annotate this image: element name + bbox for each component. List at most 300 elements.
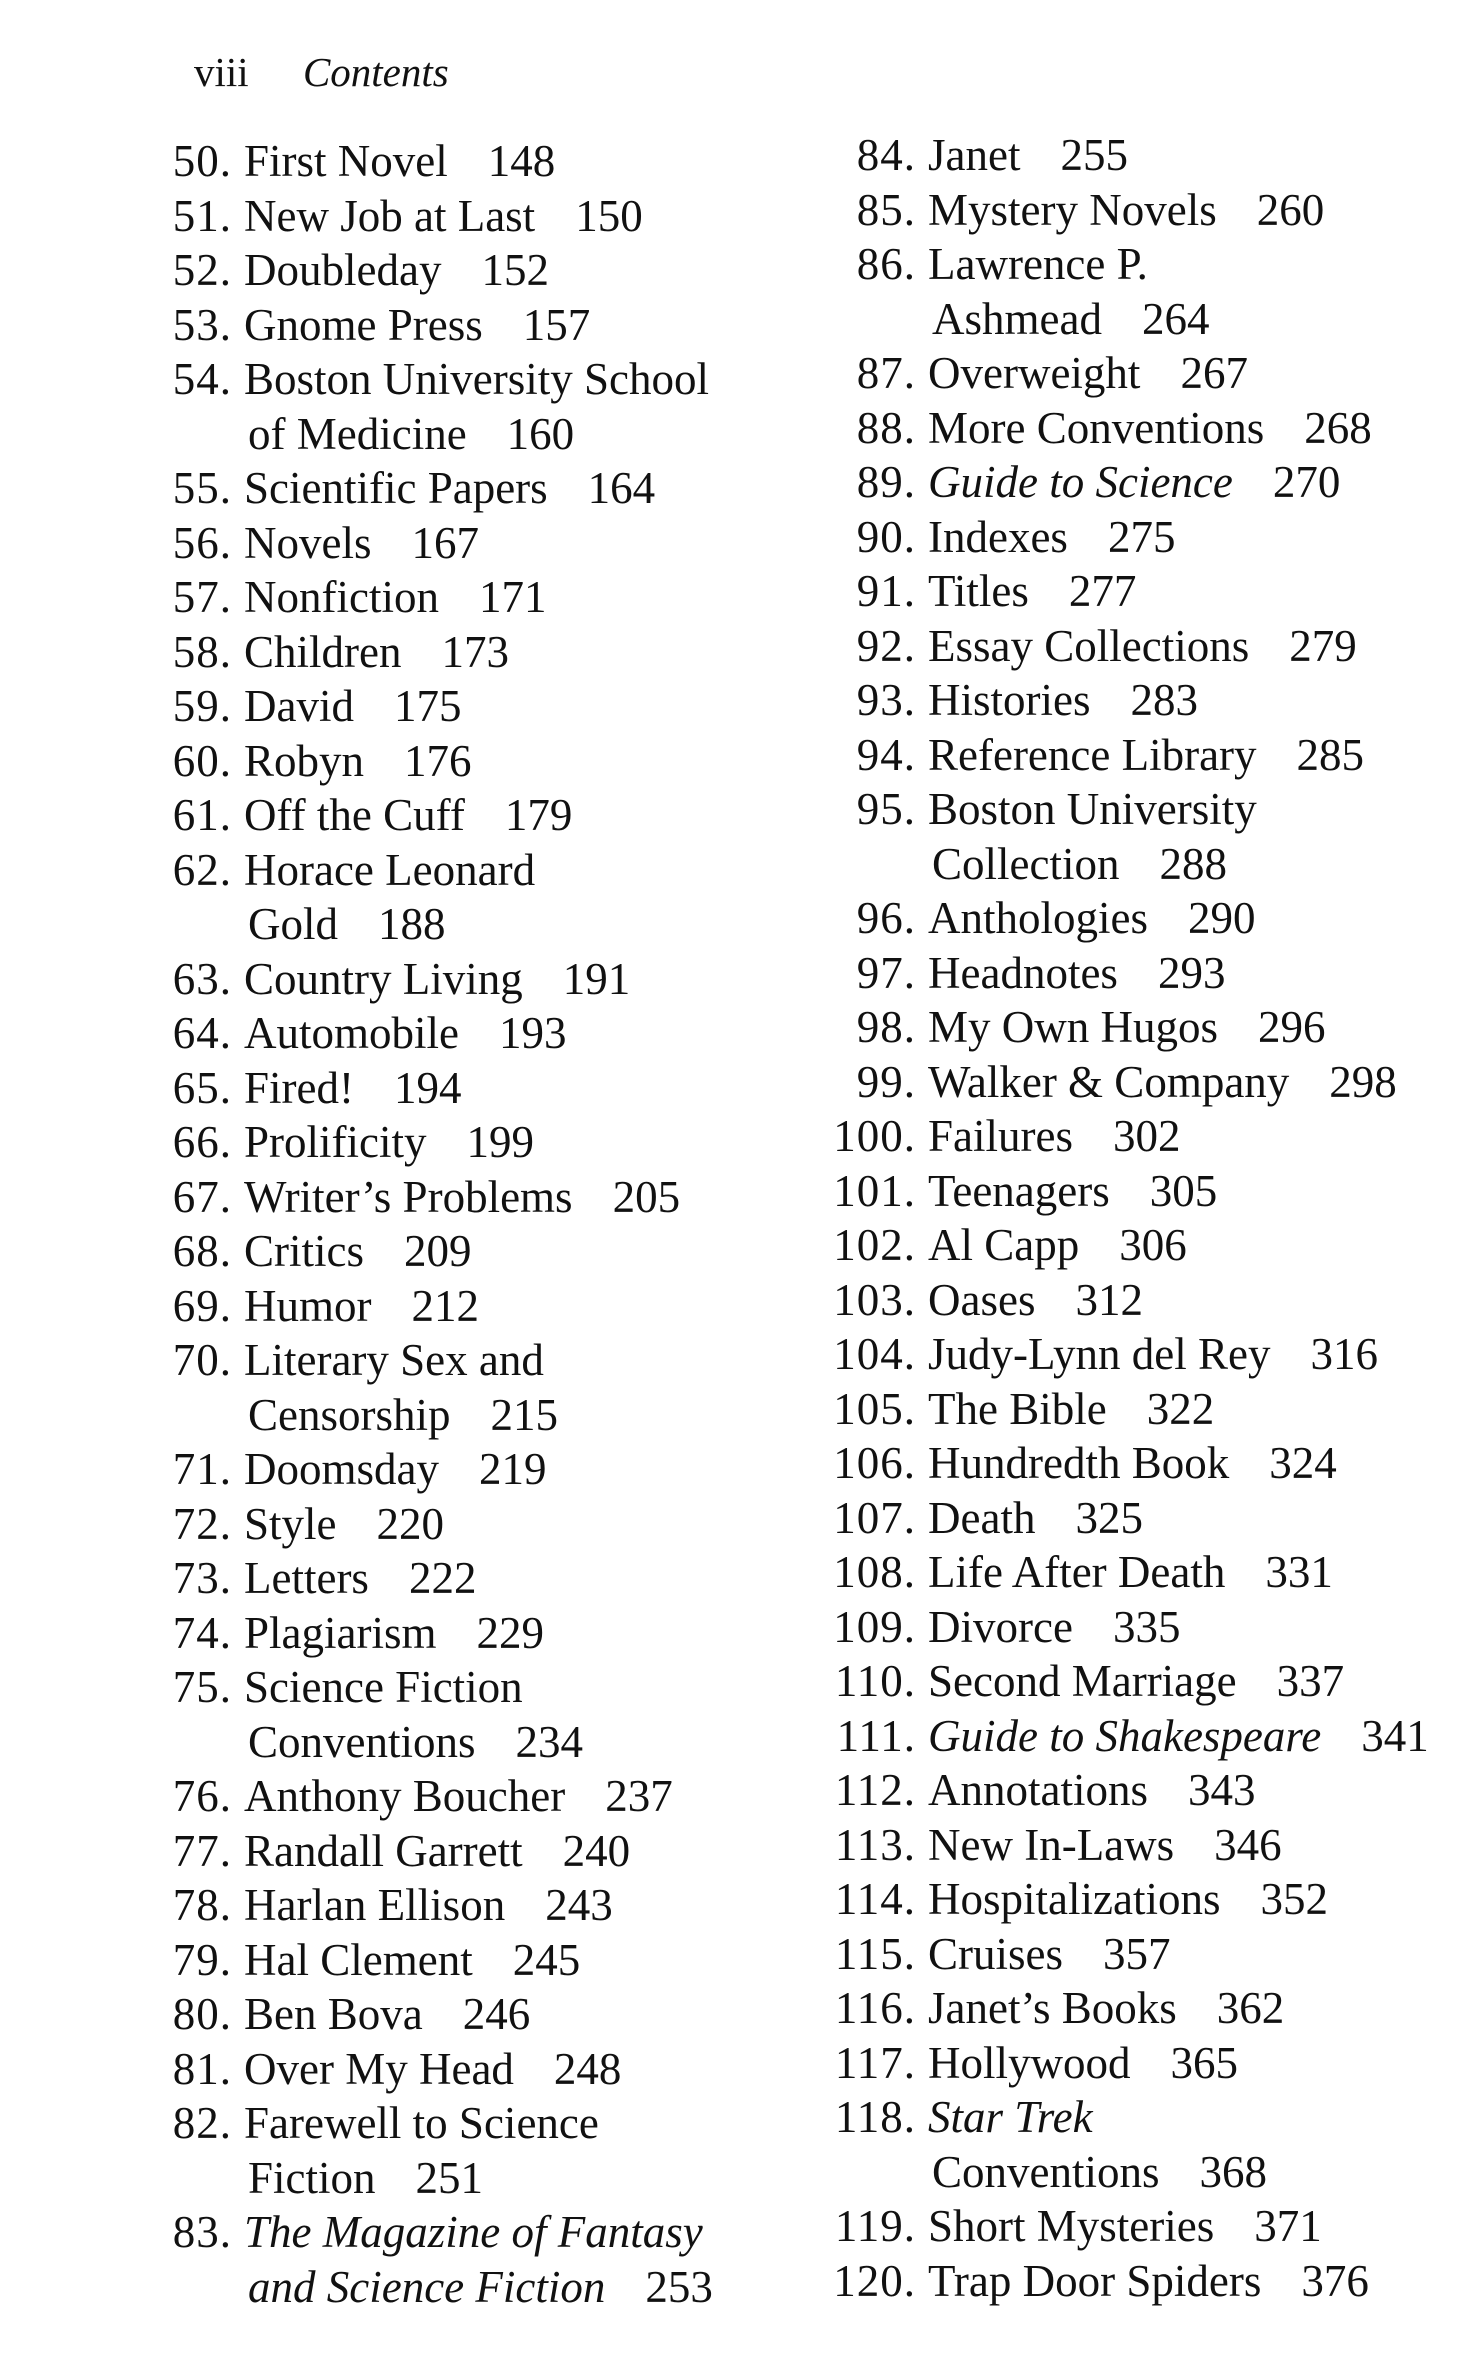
chapter-number: 72. bbox=[172, 1498, 232, 1549]
chapter-number: 51. bbox=[172, 190, 232, 241]
chapter-title: Children bbox=[244, 626, 402, 677]
chapter-title: Doubleday bbox=[244, 245, 442, 295]
chapter-number: 60. bbox=[172, 735, 232, 786]
chapter-page-number: 267 bbox=[1180, 348, 1248, 398]
chapter-title: Histories bbox=[928, 675, 1091, 725]
chapter-page-number: 215 bbox=[490, 1389, 558, 1440]
chapter-page-number: 305 bbox=[1149, 1165, 1218, 1216]
chapter-title-continued-text: and Science Fiction bbox=[248, 2261, 606, 2312]
chapter-page-number: 357 bbox=[1103, 1928, 1171, 1979]
chapter-title: Second Marriage bbox=[928, 1656, 1237, 1706]
contents-entry bbox=[156, 461, 796, 516]
chapter-number: 64. bbox=[172, 1008, 232, 1058]
page-folio: viii bbox=[194, 49, 249, 95]
chapter-title: Guide to Shakespeare bbox=[928, 1710, 1322, 1761]
chapter-title: Essay Collections bbox=[928, 620, 1250, 671]
contents-right-column bbox=[826, 128, 1446, 2308]
chapter-number: 79. bbox=[172, 1934, 232, 1985]
contents-entry bbox=[156, 570, 796, 625]
chapter-number: 111. bbox=[836, 1710, 916, 1761]
chapter-number: 59. bbox=[172, 681, 232, 731]
chapter-number: 83. bbox=[172, 2207, 232, 2257]
chapter-number: 85. bbox=[856, 184, 916, 235]
chapter-number: 65. bbox=[172, 1062, 232, 1113]
chapter-number: 104. bbox=[833, 1329, 916, 1379]
chapter-title: Gnome Press bbox=[244, 299, 483, 350]
chapter-number: 81. bbox=[172, 2043, 232, 2094]
chapter-page-number: 296 bbox=[1258, 1002, 1326, 1052]
chapter-number: 50. bbox=[172, 136, 232, 186]
chapter-page-number: 279 bbox=[1289, 620, 1357, 671]
chapter-title: Style bbox=[244, 1498, 337, 1549]
chapter-number: 63. bbox=[172, 953, 232, 1004]
chapter-title: Guide to Science bbox=[928, 457, 1233, 507]
contents-entry bbox=[156, 788, 796, 843]
chapter-title: Boston University School bbox=[244, 354, 710, 404]
contents-entry bbox=[826, 619, 1446, 674]
contents-entry bbox=[826, 1164, 1446, 1219]
contents-entry bbox=[826, 128, 1446, 183]
chapter-page-number: 194 bbox=[393, 1062, 462, 1113]
contents-entry bbox=[156, 1279, 796, 1334]
chapter-page-number: 325 bbox=[1075, 1492, 1143, 1543]
contents-entry bbox=[826, 1654, 1446, 1709]
chapter-title: New In-Laws bbox=[928, 1819, 1175, 1870]
chapter-number: 67. bbox=[172, 1171, 232, 1222]
contents-entry bbox=[156, 1224, 796, 1279]
chapter-title: Over My Head bbox=[244, 2043, 514, 2094]
chapter-title: David bbox=[244, 681, 354, 731]
chapter-title: Hollywood bbox=[928, 2037, 1131, 2088]
contents-entry bbox=[826, 728, 1446, 783]
chapter-page-number: 229 bbox=[476, 1607, 544, 1658]
chapter-number: 119. bbox=[834, 2201, 916, 2251]
contents-entry bbox=[826, 564, 1446, 619]
contents-entry bbox=[826, 1818, 1446, 1873]
chapter-page-number: 175 bbox=[393, 681, 462, 731]
chapter-title-continued-text: Conventions bbox=[248, 1716, 476, 1767]
chapter-page-number: 179 bbox=[504, 790, 573, 840]
chapter-number: 109. bbox=[833, 1601, 916, 1652]
chapter-page-number: 188 bbox=[378, 899, 446, 949]
contents-entry bbox=[826, 237, 1446, 346]
chapter-page-number: 157 bbox=[522, 299, 591, 350]
contents-entry bbox=[826, 1382, 1446, 1437]
contents-entry bbox=[826, 510, 1446, 565]
chapter-number: 94. bbox=[856, 729, 916, 780]
chapter-page-number: 209 bbox=[404, 1226, 472, 1276]
chapter-number: 78. bbox=[172, 1880, 232, 1930]
chapter-title: Judy-Lynn del Rey bbox=[928, 1329, 1271, 1379]
chapter-page-number: 220 bbox=[376, 1498, 445, 1549]
chapter-title-continued-text: Conventions bbox=[932, 2146, 1160, 2197]
chapter-number: 66. bbox=[172, 1117, 232, 1167]
chapter-number: 101. bbox=[833, 1165, 916, 1216]
chapter-title: Titles bbox=[928, 566, 1029, 616]
chapter-page-number: 222 bbox=[408, 1553, 477, 1603]
chapter-number: 106. bbox=[833, 1438, 916, 1488]
chapter-title: Farewell to Science bbox=[244, 2098, 599, 2148]
chapter-page-number: 322 bbox=[1146, 1383, 1215, 1434]
chapter-title-continued-text: Gold bbox=[248, 899, 338, 949]
contents-entry bbox=[826, 1872, 1446, 1927]
chapter-page-number: 191 bbox=[562, 953, 631, 1004]
contents-entry bbox=[826, 2036, 1446, 2091]
contents-entry bbox=[826, 673, 1446, 728]
chapter-page-number: 264 bbox=[1141, 293, 1210, 344]
chapter-title: Anthony Boucher bbox=[244, 1771, 566, 1821]
chapter-title: Scientific Papers bbox=[244, 463, 548, 513]
chapter-number: 82. bbox=[172, 2098, 232, 2148]
chapter-page-number: 171 bbox=[478, 572, 547, 622]
contents-entry bbox=[826, 891, 1446, 946]
contents-entry bbox=[826, 2254, 1446, 2309]
chapter-page-number: 193 bbox=[498, 1008, 567, 1058]
chapter-title: Al Capp bbox=[928, 1220, 1080, 1270]
chapter-title: The Bible bbox=[928, 1383, 1107, 1434]
chapter-title-continued bbox=[156, 2151, 796, 2206]
chapter-page-number: 148 bbox=[487, 136, 556, 186]
chapter-page-number: 246 bbox=[462, 1989, 531, 2039]
chapter-title: Death bbox=[928, 1492, 1036, 1543]
chapter-page-number: 298 bbox=[1329, 1056, 1397, 1107]
contents-entry bbox=[826, 455, 1446, 510]
contents-entry bbox=[826, 1709, 1446, 1764]
contents-entry bbox=[156, 2042, 796, 2097]
chapter-number: 77. bbox=[172, 1825, 232, 1876]
chapter-number: 116. bbox=[834, 1983, 916, 2033]
chapter-page-number: 283 bbox=[1130, 675, 1198, 725]
chapter-number: 70. bbox=[172, 1335, 232, 1385]
chapter-number: 68. bbox=[172, 1226, 232, 1276]
contents-entry bbox=[826, 1327, 1446, 1382]
chapter-title-continued-text: Collection bbox=[932, 838, 1120, 889]
chapter-page-number: 352 bbox=[1260, 1874, 1328, 1924]
chapter-number: 53. bbox=[172, 299, 232, 350]
chapter-title: Boston University bbox=[928, 784, 1257, 834]
chapter-page-number: 255 bbox=[1060, 130, 1128, 180]
chapter-title: Janet bbox=[928, 130, 1021, 180]
contents-entry bbox=[826, 346, 1446, 401]
chapter-title: Randall Garrett bbox=[244, 1825, 523, 1876]
chapter-title: Literary Sex and bbox=[244, 1335, 544, 1385]
chapter-title: Trap Door Spiders bbox=[928, 2255, 1262, 2306]
chapter-page-number: 362 bbox=[1216, 1983, 1285, 2033]
chapter-title: Janet’s Books bbox=[928, 1983, 1177, 2033]
chapter-page-number: 160 bbox=[506, 408, 575, 459]
contents-entry bbox=[156, 625, 796, 680]
chapter-title: Oases bbox=[928, 1274, 1036, 1325]
chapter-page-number: 243 bbox=[545, 1880, 613, 1930]
chapter-title: Reference Library bbox=[928, 729, 1257, 780]
contents-entry bbox=[156, 352, 796, 461]
chapter-number: 84. bbox=[856, 130, 916, 180]
chapter-number: 110. bbox=[834, 1656, 916, 1706]
chapter-title: Automobile bbox=[244, 1008, 459, 1058]
chapter-number: 103. bbox=[833, 1274, 916, 1325]
contents-entry bbox=[826, 1055, 1446, 1110]
contents-entry bbox=[156, 1061, 796, 1116]
chapter-page-number: 167 bbox=[411, 517, 479, 568]
chapter-page-number: 150 bbox=[575, 190, 643, 241]
chapter-number: 117. bbox=[834, 2037, 916, 2088]
chapter-number: 96. bbox=[856, 893, 916, 943]
contents-entry bbox=[156, 1006, 796, 1061]
contents-entry bbox=[826, 1763, 1446, 1818]
chapter-title: New Job at Last bbox=[244, 190, 536, 241]
chapter-page-number: 240 bbox=[562, 1825, 631, 1876]
chapter-title: Horace Leonard bbox=[244, 844, 536, 895]
contents-entry bbox=[826, 1436, 1446, 1491]
contents-entry bbox=[826, 401, 1446, 456]
chapter-number: 56. bbox=[172, 517, 232, 568]
chapter-page-number: 237 bbox=[605, 1771, 673, 1821]
chapter-page-number: 312 bbox=[1075, 1274, 1143, 1325]
chapter-page-number: 341 bbox=[1361, 1710, 1429, 1761]
contents-entry bbox=[826, 946, 1446, 1001]
chapter-number: 102. bbox=[833, 1220, 916, 1270]
chapter-number: 108. bbox=[833, 1547, 916, 1597]
contents-entry bbox=[826, 782, 1446, 891]
contents-entry bbox=[156, 1987, 796, 2042]
chapter-page-number: 270 bbox=[1272, 457, 1341, 507]
chapter-title: Letters bbox=[244, 1553, 369, 1603]
chapter-title: Failures bbox=[928, 1111, 1073, 1161]
chapter-number: 92. bbox=[856, 620, 916, 671]
chapter-page-number: 219 bbox=[479, 1444, 547, 1494]
contents-entry bbox=[156, 516, 796, 571]
page-header bbox=[194, 49, 449, 95]
chapter-title-continued bbox=[156, 407, 796, 462]
chapter-title: Overweight bbox=[928, 348, 1141, 398]
chapter-page-number: 176 bbox=[404, 735, 472, 786]
chapter-title: Annotations bbox=[928, 1765, 1148, 1815]
contents-entry bbox=[156, 189, 796, 244]
chapter-number: 91. bbox=[856, 566, 916, 616]
chapter-title: Off the Cuff bbox=[244, 790, 465, 840]
contents-entry bbox=[156, 243, 796, 298]
chapter-number: 58. bbox=[172, 626, 232, 677]
chapter-number: 57. bbox=[172, 572, 232, 622]
chapter-title: Mystery Novels bbox=[928, 184, 1217, 235]
chapter-page-number: 331 bbox=[1265, 1547, 1333, 1597]
chapter-number: 118. bbox=[834, 2092, 916, 2142]
chapter-title-continued-text: Ashmead bbox=[932, 293, 1102, 344]
chapter-page-number: 173 bbox=[441, 626, 509, 677]
chapter-page-number: 288 bbox=[1159, 838, 1227, 889]
contents-entry bbox=[156, 843, 796, 952]
contents-entry bbox=[156, 1933, 796, 1988]
contents-entry bbox=[156, 2096, 796, 2205]
chapter-page-number: 253 bbox=[645, 2261, 713, 2312]
chapter-title-continued bbox=[156, 1388, 796, 1443]
chapter-title: Critics bbox=[244, 1226, 364, 1276]
chapter-title: Ben Bova bbox=[244, 1989, 423, 2039]
chapter-title: Science Fiction bbox=[244, 1662, 523, 1712]
chapter-page-number: 306 bbox=[1119, 1220, 1187, 1270]
chapter-number: 61. bbox=[172, 790, 232, 840]
chapter-number: 74. bbox=[172, 1607, 232, 1658]
chapter-title: Headnotes bbox=[928, 947, 1118, 998]
contents-entry bbox=[826, 183, 1446, 238]
chapter-title: More Conventions bbox=[928, 402, 1265, 453]
chapter-title: First Novel bbox=[244, 136, 448, 186]
chapter-page-number: 199 bbox=[466, 1117, 534, 1167]
contents-entry bbox=[156, 1115, 796, 1170]
chapter-title-continued bbox=[156, 1715, 796, 1770]
chapter-title: Short Mysteries bbox=[928, 2201, 1215, 2251]
chapter-number: 114. bbox=[834, 1874, 916, 1924]
contents-entry bbox=[826, 2199, 1446, 2254]
chapter-title: Hundredth Book bbox=[928, 1438, 1230, 1488]
chapter-title-continued-text: Fiction bbox=[248, 2152, 376, 2203]
contents-entry bbox=[156, 1497, 796, 1552]
chapter-title: Anthologies bbox=[928, 893, 1148, 943]
contents-entry bbox=[156, 1170, 796, 1225]
contents-entry bbox=[826, 1218, 1446, 1273]
chapter-title: Robyn bbox=[244, 735, 365, 786]
contents-entry bbox=[156, 679, 796, 734]
chapter-page-number: 285 bbox=[1296, 729, 1365, 780]
chapter-number: 107. bbox=[833, 1492, 916, 1543]
chapter-number: 55. bbox=[172, 463, 232, 513]
chapter-title: Nonfiction bbox=[244, 572, 439, 622]
chapter-title: Divorce bbox=[928, 1601, 1073, 1652]
chapter-number: 87. bbox=[856, 348, 916, 398]
chapter-page-number: 337 bbox=[1276, 1656, 1345, 1706]
chapter-title-continued bbox=[826, 292, 1446, 347]
chapter-number: 62. bbox=[172, 844, 232, 895]
chapter-number: 93. bbox=[856, 675, 916, 725]
chapter-number: 52. bbox=[172, 245, 232, 295]
contents-entry bbox=[156, 134, 796, 189]
contents-entry bbox=[156, 734, 796, 789]
chapter-page-number: 248 bbox=[553, 2043, 622, 2094]
contents-entry bbox=[826, 2090, 1446, 2199]
contents-entry bbox=[826, 1491, 1446, 1546]
chapter-number: 97. bbox=[856, 947, 916, 998]
chapter-title-continued bbox=[156, 2260, 796, 2315]
contents-entry bbox=[156, 1878, 796, 1933]
chapter-number: 71. bbox=[172, 1444, 232, 1494]
contents-entry bbox=[156, 2205, 796, 2314]
contents-entry bbox=[156, 1769, 796, 1824]
chapter-page-number: 346 bbox=[1214, 1819, 1282, 1870]
chapter-number: 73. bbox=[172, 1553, 232, 1603]
chapter-number: 120. bbox=[833, 2255, 916, 2306]
chapter-number: 54. bbox=[172, 354, 232, 404]
chapter-number: 86. bbox=[856, 239, 916, 289]
contents-entry bbox=[156, 952, 796, 1007]
contents-entry bbox=[156, 298, 796, 353]
chapter-number: 115. bbox=[834, 1928, 916, 1979]
chapter-number: 90. bbox=[856, 511, 916, 562]
chapter-number: 95. bbox=[856, 784, 916, 834]
chapter-page-number: 302 bbox=[1112, 1111, 1181, 1161]
chapter-number: 69. bbox=[172, 1280, 232, 1331]
chapter-page-number: 245 bbox=[512, 1934, 581, 1985]
chapter-page-number: 371 bbox=[1254, 2201, 1322, 2251]
chapter-title: Life After Death bbox=[928, 1547, 1226, 1597]
contents-entry bbox=[826, 1600, 1446, 1655]
running-title: Contents bbox=[302, 49, 449, 95]
contents-entry bbox=[826, 1927, 1446, 1982]
contents-entry bbox=[826, 1981, 1446, 2036]
chapter-number: 100. bbox=[833, 1111, 916, 1161]
contents-entry bbox=[826, 1273, 1446, 1328]
chapter-page-number: 368 bbox=[1199, 2146, 1268, 2197]
chapter-number: 89. bbox=[856, 457, 916, 507]
chapter-title-continued-text: of Medicine bbox=[248, 408, 467, 459]
contents-entry bbox=[156, 1606, 796, 1661]
chapter-title: Cruises bbox=[928, 1928, 1063, 1979]
chapter-title: Prolificity bbox=[244, 1117, 427, 1167]
chapter-page-number: 277 bbox=[1068, 566, 1137, 616]
chapter-title: Novels bbox=[244, 517, 372, 568]
chapter-page-number: 234 bbox=[515, 1716, 584, 1767]
chapter-page-number: 275 bbox=[1107, 511, 1176, 562]
chapter-page-number: 365 bbox=[1170, 2037, 1238, 2088]
chapter-title: Teenagers bbox=[928, 1165, 1110, 1216]
chapter-title: Country Living bbox=[244, 953, 523, 1004]
chapter-number: 112. bbox=[834, 1765, 916, 1815]
chapter-page-number: 324 bbox=[1269, 1438, 1337, 1488]
contents-entry bbox=[156, 1442, 796, 1497]
chapter-number: 99. bbox=[856, 1056, 916, 1107]
chapter-title: Writer’s Problems bbox=[244, 1171, 573, 1222]
chapter-page-number: 212 bbox=[411, 1280, 479, 1331]
chapter-page-number: 152 bbox=[481, 245, 549, 295]
chapter-title: Indexes bbox=[928, 511, 1068, 562]
chapter-page-number: 290 bbox=[1188, 893, 1256, 943]
chapter-title: Star Trek bbox=[928, 2092, 1093, 2142]
chapter-title: Hospitalizations bbox=[928, 1874, 1221, 1924]
chapter-page-number: 164 bbox=[587, 463, 656, 513]
chapter-title: The Magazine of Fantasy bbox=[244, 2207, 703, 2257]
chapter-page-number: 335 bbox=[1112, 1601, 1181, 1652]
contents-entry bbox=[826, 1000, 1446, 1055]
contents-entry bbox=[156, 1660, 796, 1769]
contents-entry bbox=[826, 1545, 1446, 1600]
chapter-number: 76. bbox=[172, 1771, 232, 1821]
chapter-title-continued bbox=[156, 897, 796, 952]
chapter-title: Doomsday bbox=[244, 1444, 439, 1494]
contents-left-column bbox=[156, 134, 796, 2314]
chapter-title: Fired! bbox=[244, 1062, 354, 1113]
chapter-number: 80. bbox=[172, 1989, 232, 2039]
chapter-page-number: 260 bbox=[1256, 184, 1325, 235]
contents-entry bbox=[156, 1824, 796, 1879]
chapter-title: Plagiarism bbox=[244, 1607, 437, 1658]
contents-entry bbox=[826, 1109, 1446, 1164]
chapter-title: Hal Clement bbox=[244, 1934, 473, 1985]
chapter-number: 98. bbox=[856, 1002, 916, 1052]
chapter-title-continued-text: Censorship bbox=[248, 1389, 451, 1440]
chapter-title-continued bbox=[826, 837, 1446, 892]
chapter-page-number: 316 bbox=[1310, 1329, 1378, 1379]
chapter-title-continued bbox=[826, 2145, 1446, 2200]
chapter-page-number: 268 bbox=[1304, 402, 1372, 453]
chapter-title: My Own Hugos bbox=[928, 1002, 1219, 1052]
chapter-number: 75. bbox=[172, 1662, 232, 1712]
chapter-page-number: 293 bbox=[1157, 947, 1226, 998]
chapter-title: Walker & Company bbox=[928, 1056, 1290, 1107]
contents-entry bbox=[156, 1333, 796, 1442]
contents-entry bbox=[156, 1551, 796, 1606]
chapter-page-number: 205 bbox=[612, 1171, 681, 1222]
chapter-number: 88. bbox=[856, 402, 916, 453]
chapter-title: Lawrence P. bbox=[928, 239, 1148, 289]
